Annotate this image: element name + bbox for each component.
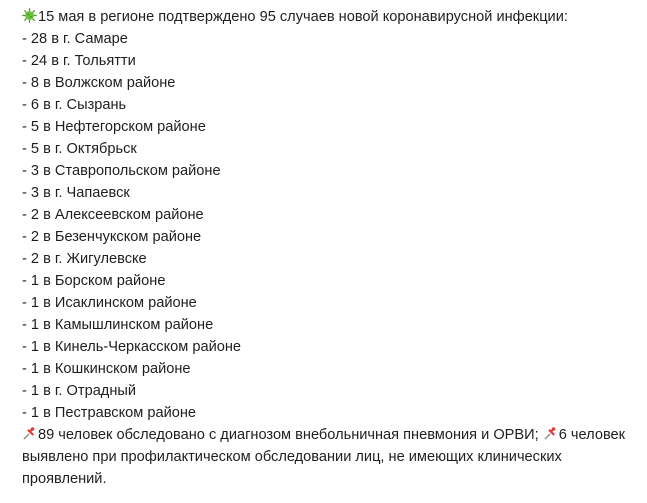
list-item: - 2 в Алексеевском районе	[22, 207, 204, 223]
footer-text-part1: 89 человек обследовано с диагнозом внебольничная пневмония и ОРВИ;	[38, 427, 543, 443]
list-item: - 1 в Кинель-Черкасском районе	[22, 339, 242, 355]
list-item: - 28 в г. Самаре	[22, 31, 128, 47]
list-item: - 24 в г. Тольятти	[22, 53, 136, 69]
list-item: - 3 в Ставропольском районе	[22, 163, 221, 179]
list-item: - 3 в г. Чапаевск	[22, 185, 130, 201]
list-item: - 1 в Борском районе	[22, 273, 166, 289]
list-item: - 6 в г. Сызрань	[22, 97, 127, 113]
virus-emoji-icon	[22, 8, 37, 23]
list-item: - 2 в г. Жигулевске	[22, 251, 147, 267]
list-item: - 1 в Исаклинском районе	[22, 295, 197, 311]
post-header-line	[22, 6, 637, 28]
list-item: - 1 в Пестравском районе	[22, 405, 197, 421]
footer-text-part2: 6 человек выявлено при профилактическом обследовании лиц, не имеющих клинических проявлений.	[22, 427, 626, 487]
post-footer-paragraph	[22, 424, 637, 490]
list-item: - 5 в г. Октябрьск	[22, 141, 137, 157]
list-item: - 1 в Камышлинском районе	[22, 317, 214, 333]
post-header-text: 15 мая в регионе подтверждено 95 случаев новой коронавирусной инфекции:	[38, 9, 568, 25]
pushpin-emoji-icon	[543, 426, 558, 441]
pushpin-emoji-icon	[22, 426, 37, 441]
list-item: - 8 в Волжском районе	[22, 75, 176, 91]
list-item: - 2 в Безенчукском районе	[22, 229, 202, 245]
list-item: - 1 в г. Отрадный	[22, 383, 137, 399]
list-item: - 5 в Нефтегорском районе	[22, 119, 206, 135]
list-item: - 1 в Кошкинском районе	[22, 361, 191, 377]
